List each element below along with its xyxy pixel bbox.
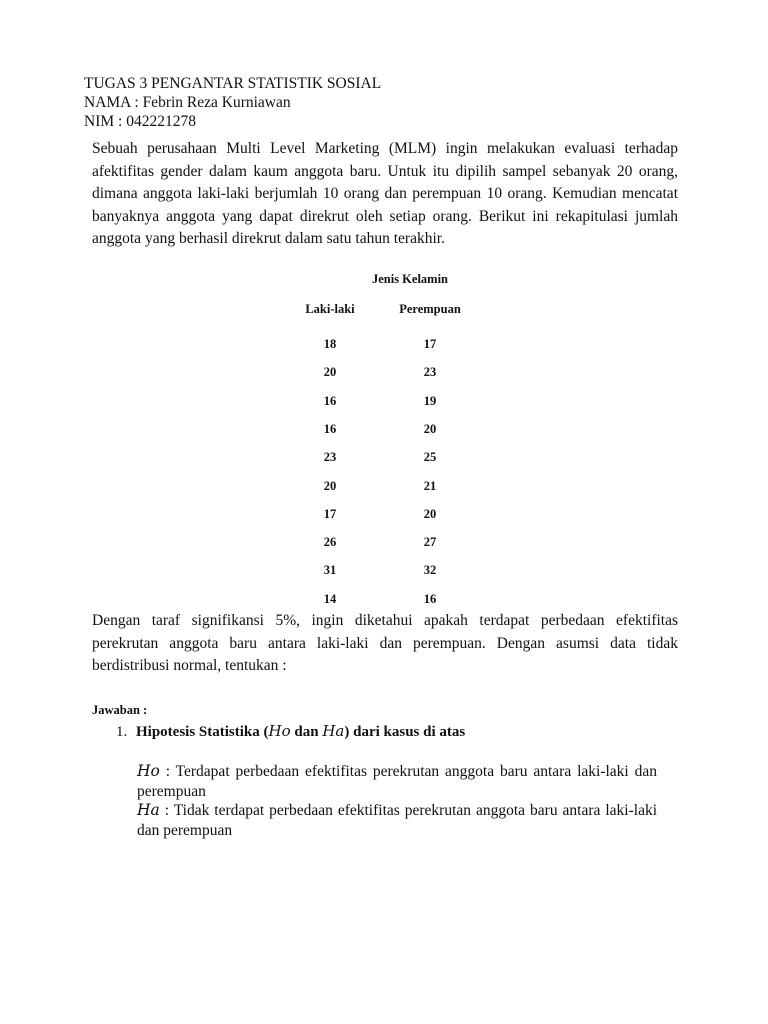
table-group-header: Jenis Kelamin [371, 272, 449, 286]
table-cell: 20 [323, 478, 337, 493]
table-cell: 14 [323, 591, 337, 606]
question-1-suffix: ) dari kasus di atas [344, 724, 466, 740]
table-cell: 27 [423, 535, 437, 550]
table-cell: 16 [323, 421, 337, 436]
assignment-title: TUGAS 3 PENGANTAR STATISTIK SOSIAL [84, 75, 382, 92]
table-cell: 16 [423, 591, 437, 606]
table-cell: 20 [323, 365, 337, 380]
closing-paragraph: Dengan taraf signifikansi 5%, ingin diketahui apakah terdapat perbedaan efektifitas perekrutan anggota baru antara laki-laki dan perempuan. Dengan asumsi data tidak berdistribusi normal, tentukan : [92, 612, 678, 674]
table-cell: 26 [323, 535, 337, 550]
answer-label: Jawaban : [92, 703, 148, 717]
table-cell: 16 [323, 393, 337, 408]
question-1-number: 1. [116, 724, 128, 740]
question-1-ha: Ha [322, 722, 345, 740]
table-cell: 23 [323, 450, 337, 465]
question-1-ho: Ho [268, 722, 291, 740]
student-nim: NIM : 042221278 [84, 113, 196, 130]
table-column-header-laki-laki: Laki-laki [305, 302, 355, 316]
ho-text: : Terdapat perbedaan efektifitas perekrutan anggota baru antara laki-laki dan perempuan [137, 763, 657, 800]
document-header [84, 74, 381, 131]
table-column-header-perempuan: Perempuan [399, 302, 461, 316]
table-cell: 20 [423, 506, 437, 521]
table-cell: 21 [423, 478, 437, 493]
table-cell: 19 [423, 393, 437, 408]
question-1-heading [116, 722, 465, 741]
ha-symbol: Ha [137, 801, 160, 819]
question-1-and: dan [290, 724, 323, 740]
question-1-prefix: Hipotesis Statistika ( [136, 724, 269, 740]
table-cell: 18 [323, 337, 337, 351]
student-name: NAMA : Febrin Reza Kurniawan [84, 94, 291, 111]
table-cell: 17 [323, 506, 337, 521]
table-cell: 17 [423, 337, 437, 351]
ha-text: : Tidak terdapat perbedaan efektifitas perekrutan anggota baru antara laki-laki dan perempuan [137, 802, 657, 839]
intro-paragraph: Sebuah perusahaan Multi Level Marketing (MLM) ingin melakukan evaluasi terhadap afektifitas gender dalam kaum anggota baru. Untuk itu dipilih sampel sebanyak 20 orang, dimana anggota laki-laki berjumlah 10 orang dan perempuan 10 orang. Kemudian mencatat banyaknya anggota yang dapat direkrut oleh setiap orang. Berikut ini rekapitulasi jumlah anggota yang berhasil direkrut dalam satu tahun terakhir. [92, 140, 678, 247]
hypothesis-ha [137, 801, 657, 840]
table-cell: 23 [423, 365, 437, 380]
table-cell: 25 [423, 450, 437, 465]
table-cell: 31 [323, 563, 337, 578]
hypothesis-ho [137, 762, 657, 801]
table-cell: 32 [423, 563, 437, 578]
table-cell: 20 [423, 421, 437, 436]
ho-symbol: Ho [137, 762, 160, 780]
